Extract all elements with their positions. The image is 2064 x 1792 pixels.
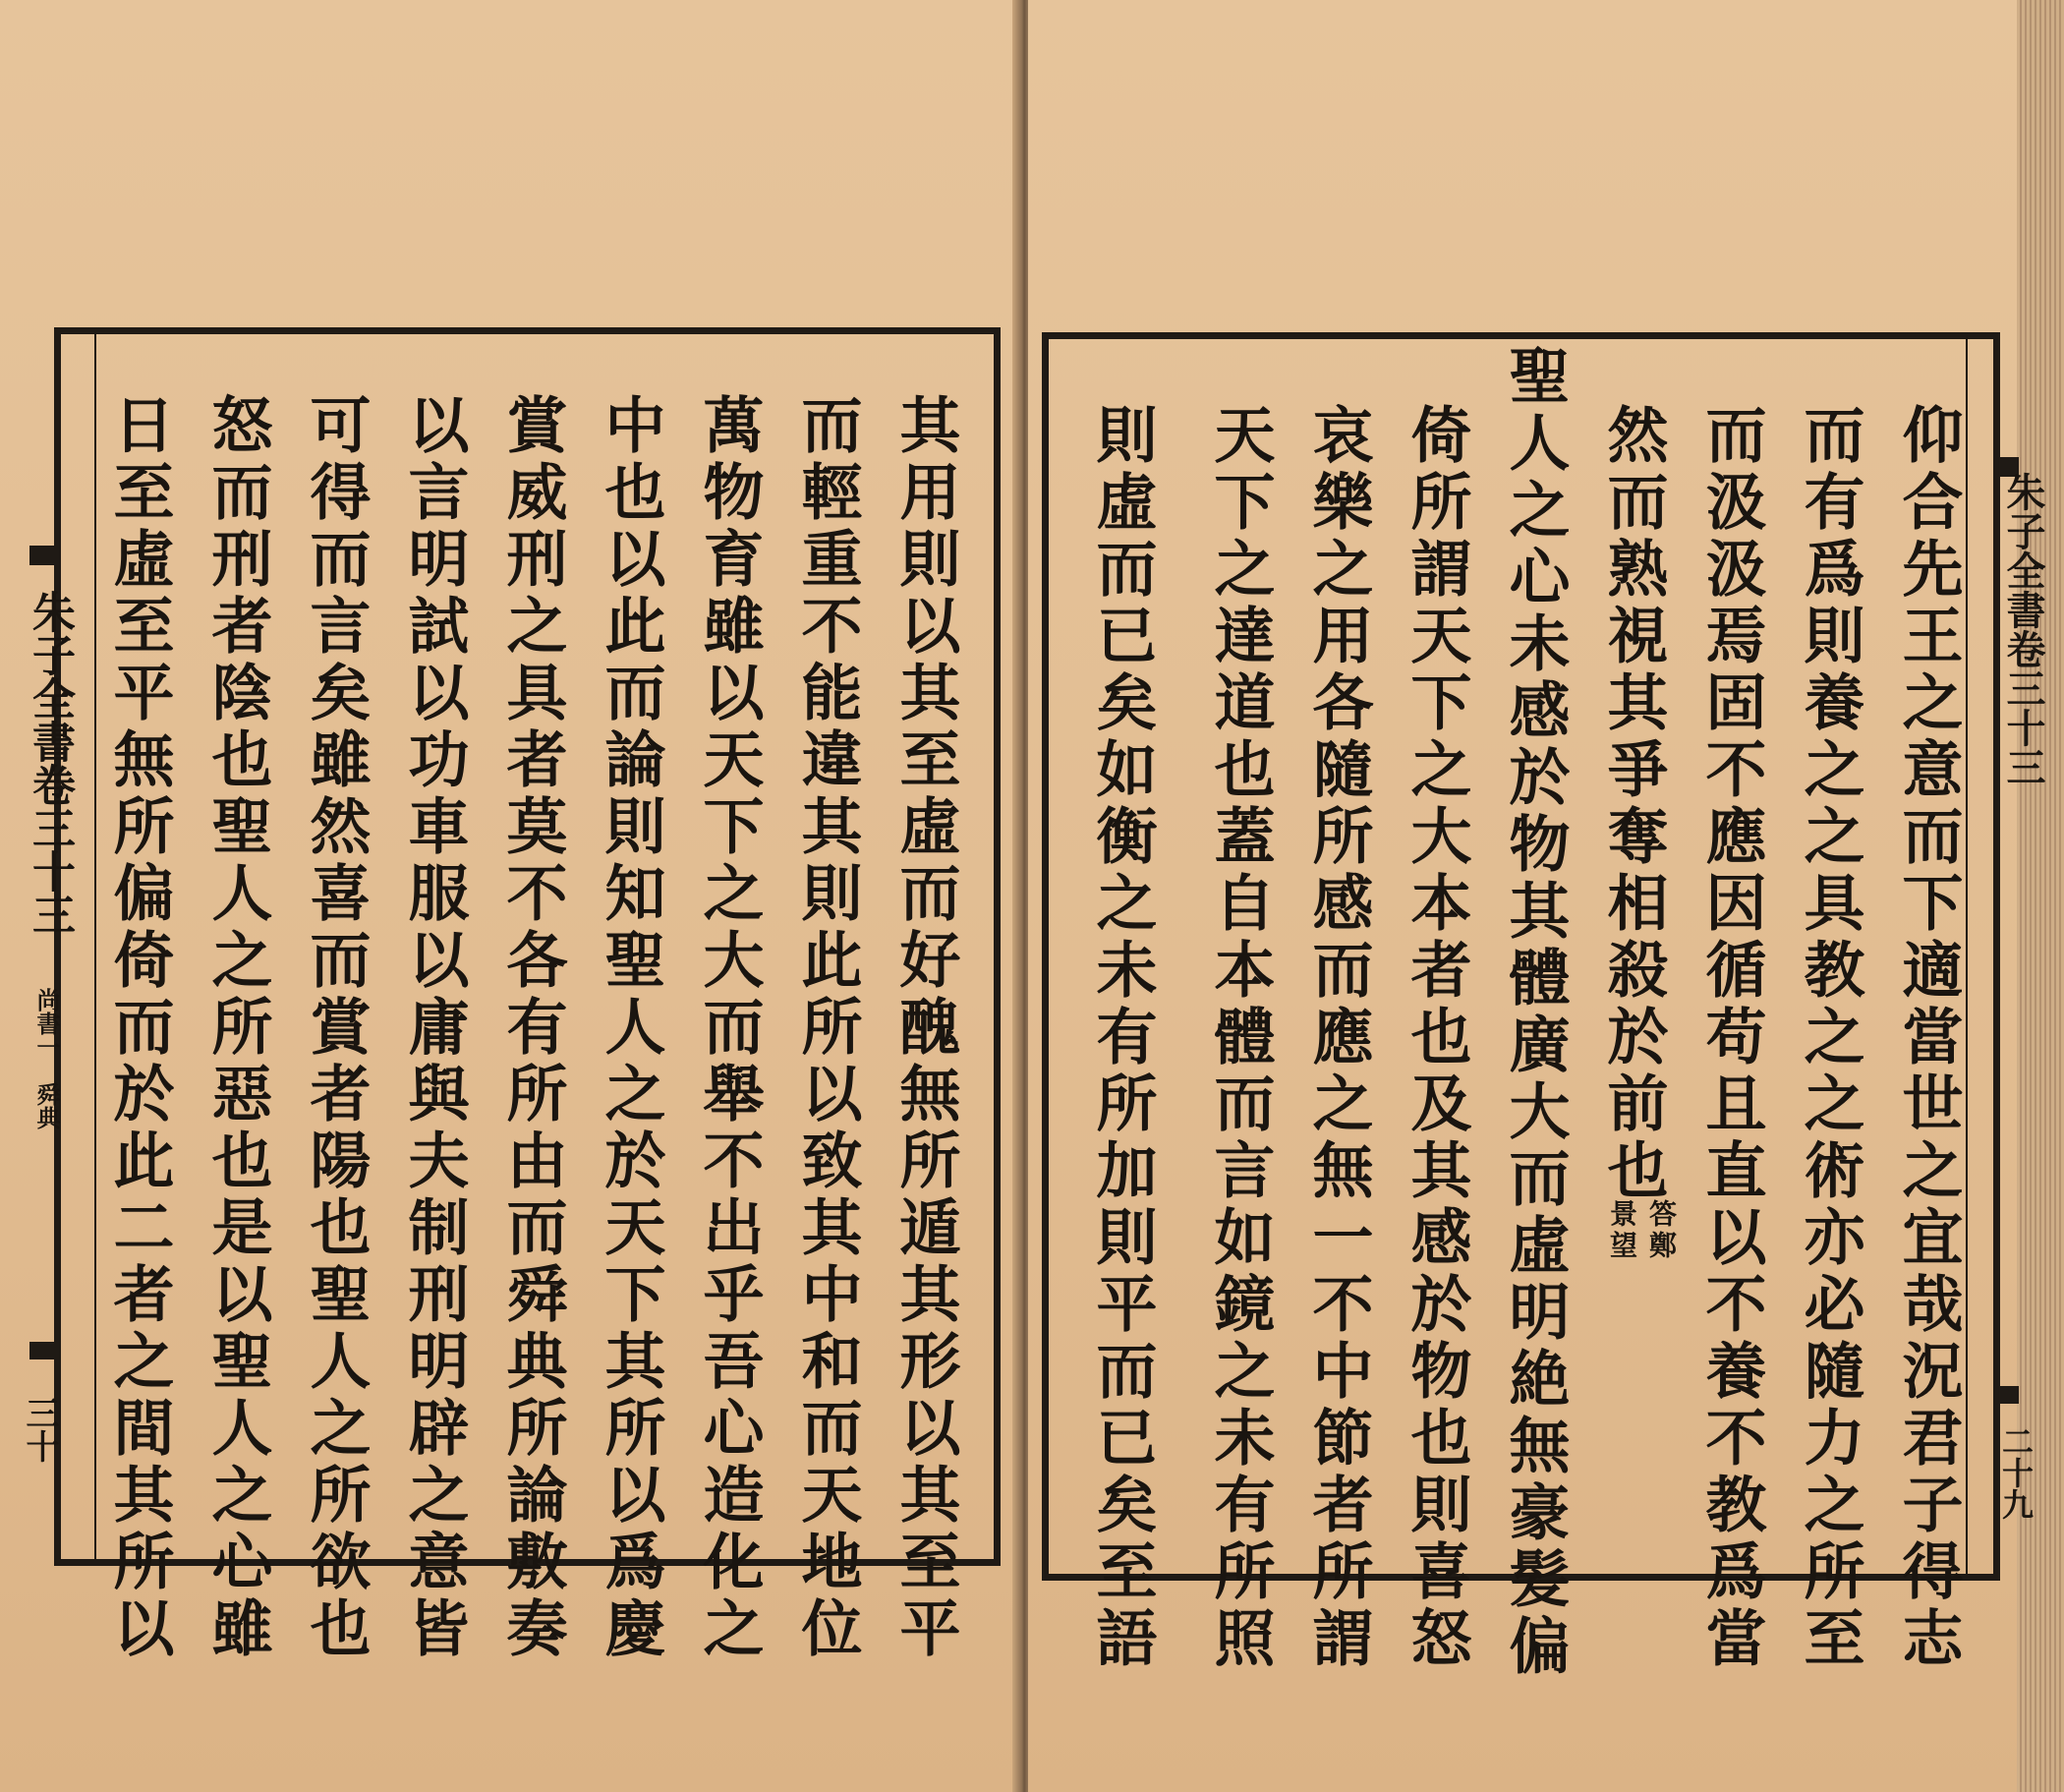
right-col-7: 哀樂之用各隨所感而應之無一不中節者所謂 xyxy=(1302,403,1374,1673)
right-margin-title: 朱子全書卷三十三 xyxy=(2000,472,2046,786)
right-col-2: 而有爲則養之之具教之之術亦必隨力之所至 xyxy=(1794,403,1865,1673)
right-col-1: 仰合先王之意而下適當世之宜哉況君子得志 xyxy=(1892,403,1964,1673)
left-col-5: 賞威刑之具者莫不各有所由而舜典所論敷奏 xyxy=(496,393,568,1663)
left-margin-title: 朱子全書卷三十三 xyxy=(25,590,75,936)
right-fish-tail-bottom xyxy=(1995,1386,2019,1404)
left-fish-tail-bottom xyxy=(29,1342,59,1359)
left-col-7: 可得而言矣雖然喜而賞者陽也聖人之所欲也 xyxy=(300,393,372,1663)
right-col-6: 倚所謂天下之大本者也及其感於物也則喜怒 xyxy=(1401,403,1472,1673)
right-col-4: 然而熟視其爭奪相殺於前也 xyxy=(1597,403,1669,1205)
left-margin-section: 尚書一 舜典 xyxy=(32,988,61,1129)
right-col-8: 天下之達道也蓋自本體而言如鏡之未有所照 xyxy=(1204,403,1276,1673)
right-note-1: 答鄭 xyxy=(1645,1199,1678,1262)
right-col-9: 則虛而已矣如衡之未有所加則平而已矣至語 xyxy=(1086,403,1158,1673)
left-col-8: 怒而刑者陰也聖人之所惡也是以聖人之心雖 xyxy=(201,393,273,1663)
right-note-2: 景望 xyxy=(1606,1199,1638,1262)
left-col-2: 而輕重不能違其則此所以致其中和而天地位 xyxy=(791,393,863,1663)
left-col-6: 以言明試以功車服以庸與夫制刑明辟之意皆 xyxy=(398,393,470,1663)
left-col-1: 其用則以其至虛而好醜無所遁其形以其至平 xyxy=(889,393,961,1663)
left-col-3: 萬物育雖以天下之大而舉不出乎吾心造化之 xyxy=(693,393,765,1663)
right-col-5: 聖人之心未感於物其體廣大而虛明絶無豪髪偏 xyxy=(1499,344,1571,1681)
left-margin-rule xyxy=(94,334,96,1559)
left-col-4: 中也以此而論則知聖人之於天下其所以爲慶 xyxy=(595,393,666,1663)
left-margin-page: 三十 xyxy=(20,1396,59,1463)
left-col-9: 日至虛至平無所偏倚而於此二者之間其所以 xyxy=(103,393,175,1663)
left-fish-tail-top xyxy=(29,546,59,565)
right-margin-rule xyxy=(1966,339,1968,1574)
right-margin-page: 二十九 xyxy=(1997,1425,2035,1520)
right-col-3: 而汲汲焉固不應因循苟且直以不養不教爲當 xyxy=(1695,403,1767,1673)
page-edges xyxy=(2017,0,2064,1792)
